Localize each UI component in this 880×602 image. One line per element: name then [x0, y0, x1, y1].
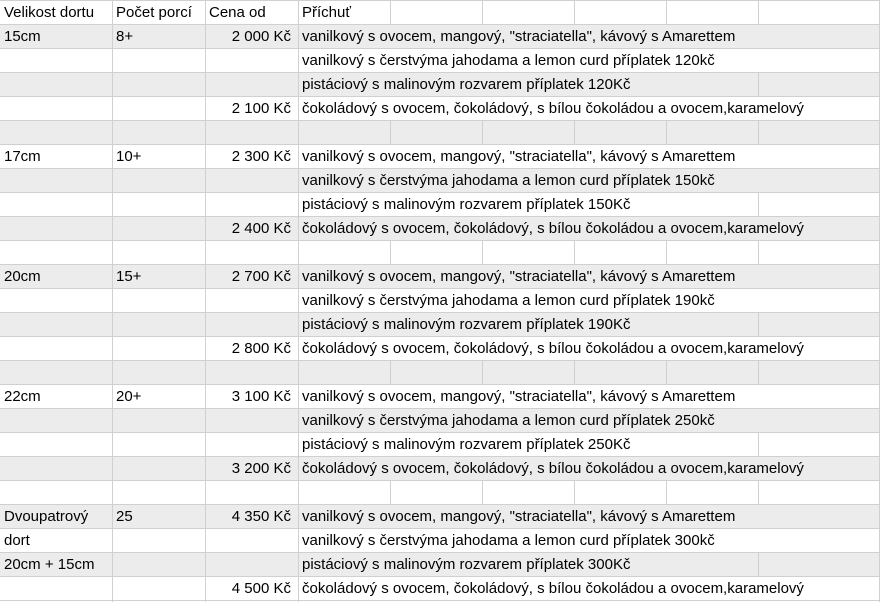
cell-portions[interactable]	[112, 217, 205, 241]
cell-size[interactable]	[0, 217, 112, 241]
cell-price[interactable]: 3 100 Kč	[231, 388, 291, 405]
cell-flavor[interactable]: vanilkový s ovocem, mangový, "straciatella", kávový s Amarettem	[302, 148, 736, 165]
cell-portions[interactable]	[112, 193, 205, 217]
cell-size[interactable]	[0, 289, 112, 313]
cell-flavor[interactable]: čokoládový s ovocem, čokoládový, s bílou čokoládou a ovocem,karamelový	[302, 220, 804, 237]
cell-size[interactable]	[0, 97, 112, 121]
cell-flavor[interactable]: pistáciový s malinovým rozvarem příplatek 150Kč	[302, 196, 631, 213]
cell-size[interactable]	[0, 409, 112, 433]
cell-price[interactable]	[205, 529, 298, 553]
cell-price[interactable]	[205, 73, 298, 97]
cell-portions[interactable]	[112, 313, 205, 337]
cell-flavor[interactable]: vanilkový s čerstvýma jahodama a lemon curd příplatek 250kč	[302, 412, 715, 429]
cell-size[interactable]	[0, 577, 112, 601]
cell-portions[interactable]	[112, 457, 205, 481]
cell-size[interactable]: Dvoupatrový	[4, 508, 89, 525]
cell-price[interactable]: 4 500 Kč	[231, 580, 291, 597]
header-flavor[interactable]: Příchuť	[302, 4, 351, 21]
cell-size[interactable]	[0, 481, 112, 505]
cell-portions[interactable]	[112, 121, 205, 145]
cell-price[interactable]	[205, 481, 298, 505]
cell-flavor[interactable]: pistáciový s malinovým rozvarem příplatek 300Kč	[302, 556, 631, 573]
cell-portions[interactable]	[112, 49, 205, 73]
header-size[interactable]: Velikost dortu	[4, 4, 95, 21]
cell-size[interactable]	[0, 313, 112, 337]
cell-portions[interactable]	[112, 169, 205, 193]
cell-price[interactable]	[205, 193, 298, 217]
cell-size[interactable]: 20cm + 15cm	[4, 556, 95, 573]
cell-portions[interactable]	[112, 529, 205, 553]
cell-flavor[interactable]	[298, 121, 880, 145]
header-portions[interactable]: Počet porcí	[116, 4, 192, 21]
cell-size[interactable]	[0, 73, 112, 97]
cell-size[interactable]: 22cm	[4, 388, 41, 405]
cell-price[interactable]: 2 700 Kč	[231, 268, 291, 285]
cell-portions[interactable]: 8+	[116, 28, 134, 45]
cell-flavor[interactable]: čokoládový s ovocem, čokoládový, s bílou čokoládou a ovocem,karamelový	[302, 340, 804, 357]
cell-flavor[interactable]: vanilkový s čerstvýma jahodama a lemon curd příplatek 120kč	[302, 52, 715, 69]
cell-portions[interactable]: 20+	[116, 388, 142, 405]
cell-flavor[interactable]: vanilkový s čerstvýma jahodama a lemon curd příplatek 190kč	[302, 292, 715, 309]
cell-size[interactable]	[0, 361, 112, 385]
cell-price[interactable]: 2 400 Kč	[231, 220, 291, 237]
cell-flavor[interactable]: vanilkový s čerstvýma jahodama a lemon curd příplatek 150kč	[302, 172, 715, 189]
cell-portions[interactable]	[112, 97, 205, 121]
cell-flavor[interactable]: pistáciový s malinovým rozvarem příplatek 120Kč	[302, 76, 631, 93]
cell-price[interactable]	[205, 289, 298, 313]
cell-flavor[interactable]	[298, 361, 880, 385]
cell-portions[interactable]	[112, 289, 205, 313]
cell-flavor[interactable]	[298, 241, 880, 265]
cell-price[interactable]: 3 200 Kč	[231, 460, 291, 477]
cell-size[interactable]	[0, 49, 112, 73]
cell-portions[interactable]: 25	[116, 508, 133, 525]
cell-size[interactable]	[0, 337, 112, 361]
cell-portions[interactable]	[112, 433, 205, 457]
cell-portions[interactable]	[112, 361, 205, 385]
cell-portions[interactable]: 10+	[116, 148, 142, 165]
cell-price[interactable]	[205, 409, 298, 433]
cell-portions[interactable]: 15+	[116, 268, 142, 285]
cell-flavor[interactable]: čokoládový s ovocem, čokoládový, s bílou čokoládou a ovocem,karamelový	[302, 460, 804, 477]
cell-size[interactable]	[0, 433, 112, 457]
cell-price[interactable]: 2 300 Kč	[231, 148, 291, 165]
cell-flavor[interactable]: pistáciový s malinovým rozvarem příplatek 250Kč	[302, 436, 631, 453]
cell-flavor[interactable]: čokoládový s ovocem, čokoládový, s bílou čokoládou a ovocem,karamelový	[302, 580, 804, 597]
cell-flavor[interactable]: vanilkový s ovocem, mangový, "straciatella", kávový s Amarettem	[302, 388, 736, 405]
cell-size[interactable]	[0, 121, 112, 145]
cell-flavor[interactable]: čokoládový s ovocem, čokoládový, s bílou čokoládou a ovocem,karamelový	[302, 100, 804, 117]
cell-portions[interactable]	[112, 481, 205, 505]
cell-flavor[interactable]: vanilkový s ovocem, mangový, "straciatella", kávový s Amarettem	[302, 268, 736, 285]
cell-portions[interactable]	[112, 577, 205, 601]
cell-price[interactable]	[205, 49, 298, 73]
cell-size[interactable]	[0, 193, 112, 217]
cell-price[interactable]	[205, 121, 298, 145]
cell-size[interactable]: 20cm	[4, 268, 41, 285]
cell-portions[interactable]	[112, 553, 205, 577]
cell-price[interactable]	[205, 361, 298, 385]
cell-flavor[interactable]: vanilkový s čerstvýma jahodama a lemon curd příplatek 300kč	[302, 532, 715, 549]
cell-size[interactable]	[0, 169, 112, 193]
cell-price[interactable]	[205, 313, 298, 337]
cell-flavor[interactable]	[298, 481, 880, 505]
cell-price[interactable]: 2 800 Kč	[231, 340, 291, 357]
header-price[interactable]: Cena od	[209, 4, 266, 21]
cell-portions[interactable]	[112, 241, 205, 265]
cell-price[interactable]	[205, 553, 298, 577]
cell-price[interactable]	[205, 433, 298, 457]
cell-portions[interactable]	[112, 337, 205, 361]
cell-flavor[interactable]: vanilkový s ovocem, mangový, "straciatella", kávový s Amarettem	[302, 28, 736, 45]
cell-price[interactable]	[205, 241, 298, 265]
cell-flavor[interactable]: vanilkový s ovocem, mangový, "straciatella", kávový s Amarettem	[302, 508, 736, 525]
cell-size[interactable]: dort	[4, 532, 30, 549]
cell-flavor[interactable]: pistáciový s malinovým rozvarem příplatek 190Kč	[302, 316, 631, 333]
cell-price[interactable]: 2 100 Kč	[231, 100, 291, 117]
cell-size[interactable]: 17cm	[4, 148, 41, 165]
cell-portions[interactable]	[112, 73, 205, 97]
cell-price[interactable]: 2 000 Kč	[231, 28, 291, 45]
cell-size[interactable]: 15cm	[4, 28, 41, 45]
cell-price[interactable]	[205, 169, 298, 193]
cell-portions[interactable]	[112, 409, 205, 433]
cell-size[interactable]	[0, 241, 112, 265]
cell-price[interactable]: 4 350 Kč	[231, 508, 291, 525]
cell-size[interactable]	[0, 457, 112, 481]
